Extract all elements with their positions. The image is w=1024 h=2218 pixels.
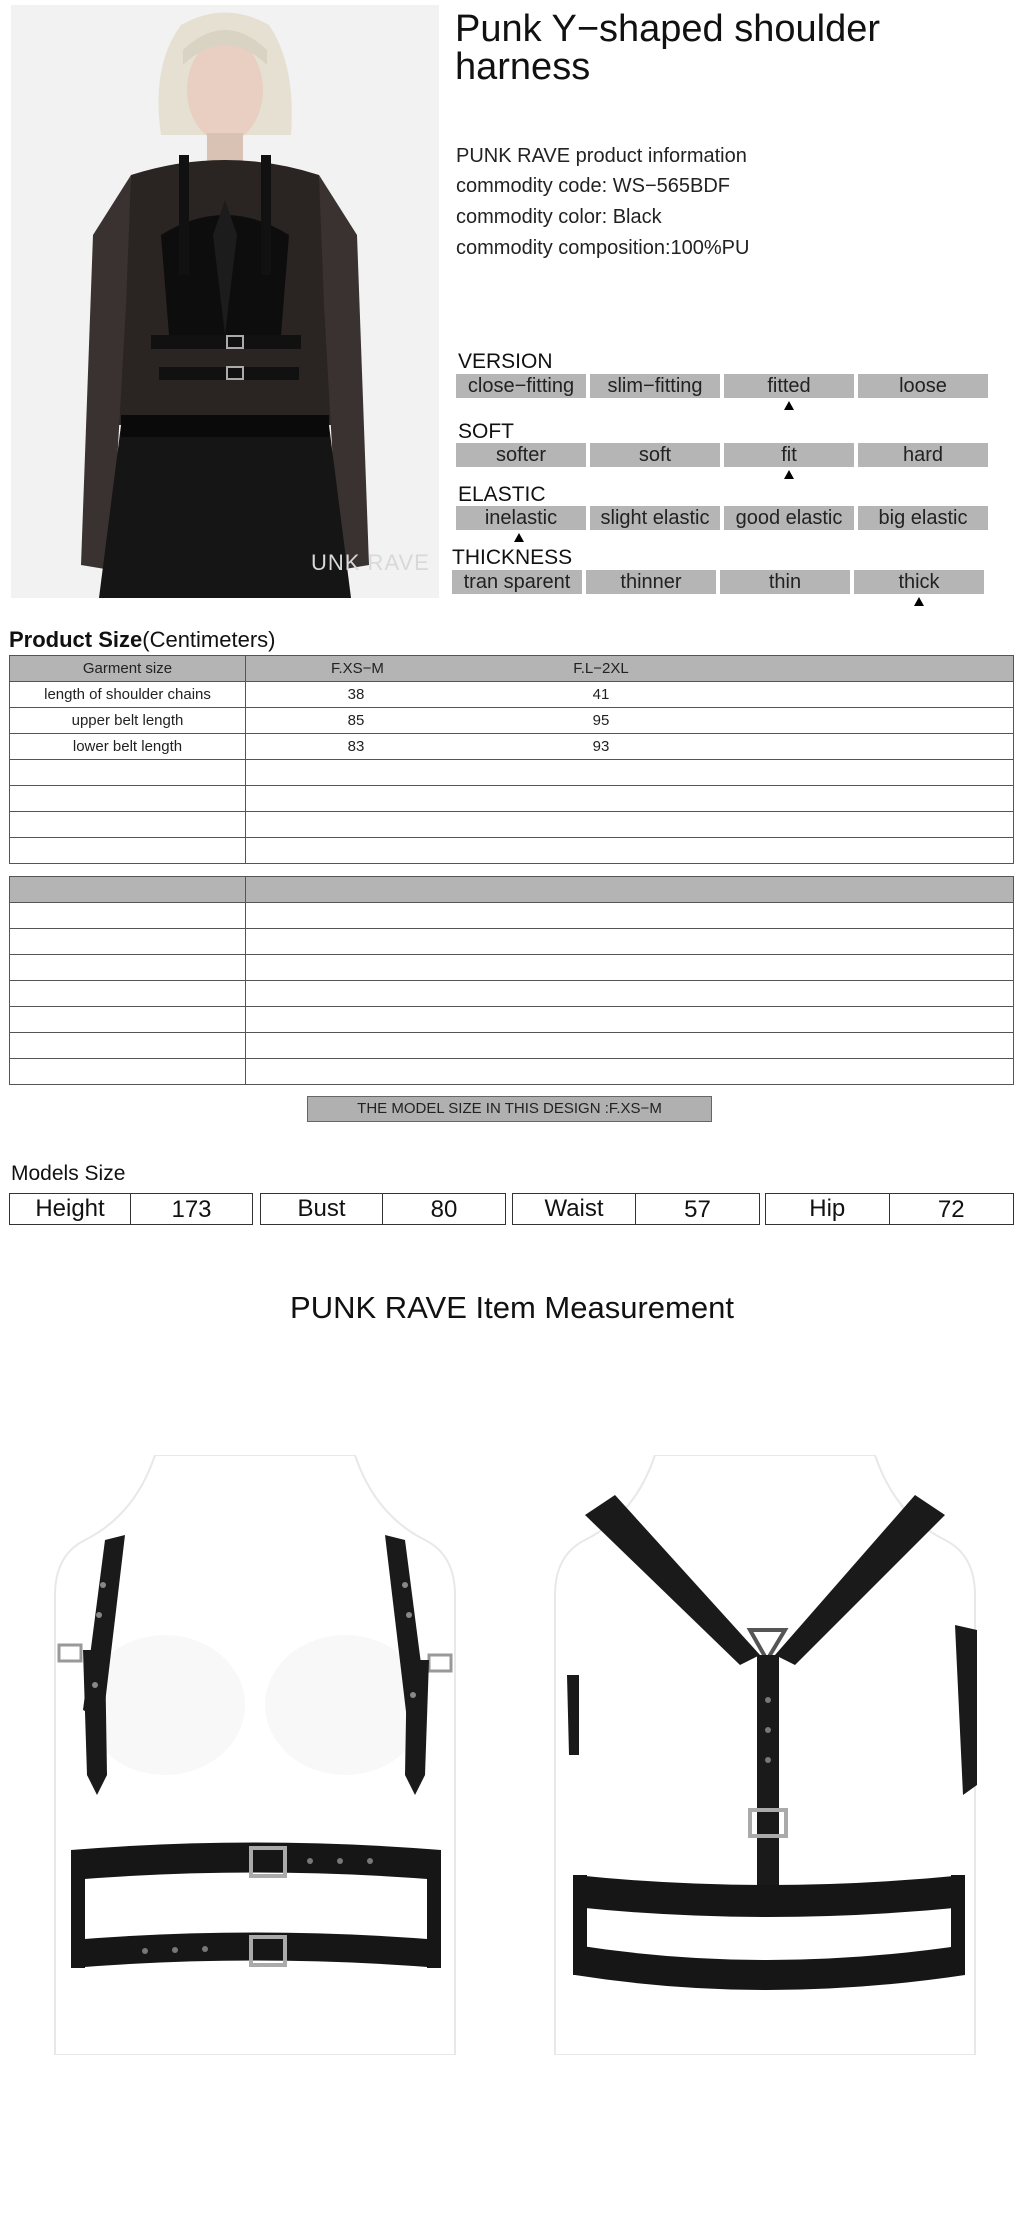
row-values (246, 708, 1014, 734)
row-values (246, 682, 1014, 708)
product-back-image (545, 1455, 985, 2055)
empty-row (10, 812, 1014, 838)
soft-option: soft (590, 443, 720, 467)
thickness-option: tran sparent (452, 570, 582, 594)
empty-row (10, 1007, 1014, 1033)
row-label: upper belt length (10, 708, 246, 734)
size-table (9, 655, 1014, 864)
value-size-2: 93 (592, 738, 610, 755)
soft-label: SOFT (458, 420, 514, 443)
secondary-size-table (9, 876, 1014, 1085)
commodity-code: commodity code: WS−565BDF (456, 175, 730, 197)
version-option: close−fitting (456, 374, 586, 398)
model-bust-label: Bust (261, 1194, 383, 1224)
thickness-option: thick (854, 570, 984, 594)
version-option: loose (858, 374, 988, 398)
header-size-1: F.XS−M (331, 660, 384, 677)
elastic-scale (456, 506, 988, 530)
header-sizes (246, 656, 1014, 682)
model-hip-label: Hip (766, 1194, 890, 1224)
hero-product-photo (11, 5, 439, 598)
product-front-image (45, 1455, 465, 2055)
table-row (10, 682, 1014, 708)
version-scale (456, 374, 988, 398)
value-size-1: 38 (347, 686, 365, 703)
commodity-color: commodity color: Black (456, 206, 662, 228)
model-hip-box (765, 1193, 1014, 1225)
row-label: lower belt length (10, 734, 246, 760)
empty-row (10, 903, 1014, 929)
row-label: length of shoulder chains (10, 682, 246, 708)
thickness-selected-marker (914, 597, 924, 606)
harness-back-illustration (545, 1455, 985, 2055)
value-size-2: 41 (592, 686, 610, 703)
empty-row (10, 838, 1014, 864)
elastic-option: inelastic (456, 506, 586, 530)
model-waist-label: Waist (513, 1194, 636, 1224)
version-option: slim−fitting (590, 374, 720, 398)
empty-row (10, 955, 1014, 981)
model-hip-value: 72 (937, 1196, 965, 1223)
models-size-title: Models Size (11, 1162, 126, 1185)
hero-watermark: UNK RAVE (311, 550, 430, 575)
brand-info-line: PUNK RAVE product information (456, 145, 747, 167)
soft-option: fit (724, 443, 854, 467)
thickness-option: thinner (586, 570, 716, 594)
elastic-option: big elastic (858, 506, 988, 530)
thickness-scale (452, 570, 984, 594)
product-title: Punk Y−shaped shoulder harness (455, 8, 881, 88)
soft-option: hard (858, 443, 988, 467)
thickness-option: thin (720, 570, 850, 594)
model-size-note: THE MODEL SIZE IN THIS DESIGN :F.XS−M (307, 1096, 712, 1122)
size-table-unit: (Centimeters) (142, 627, 276, 652)
model-bust-box (260, 1193, 506, 1225)
value-size-1: 85 (347, 712, 365, 729)
empty-row (10, 929, 1014, 955)
empty-row (10, 1059, 1014, 1085)
size-table-title (9, 627, 276, 653)
version-option: fitted (724, 374, 854, 398)
model-height-value: 173 (171, 1196, 212, 1223)
elastic-option: good elastic (724, 506, 854, 530)
header-size-2: F.L−2XL (573, 660, 629, 677)
thickness-label: THICKNESS (452, 546, 573, 569)
row-values (246, 734, 1014, 760)
measurement-title: PUNK RAVE Item Measurement (290, 1290, 734, 1325)
version-label: VERSION (458, 350, 553, 373)
table-row (10, 734, 1014, 760)
model-bust-value: 80 (430, 1196, 458, 1223)
model-waist-value: 57 (684, 1196, 711, 1223)
empty-row (10, 760, 1014, 786)
value-size-2: 95 (592, 712, 610, 729)
harness-front-illustration (45, 1455, 465, 2055)
model-waist-box (512, 1193, 760, 1225)
elastic-selected-marker (514, 533, 524, 542)
soft-selected-marker (784, 470, 794, 479)
model-height-label: Height (10, 1194, 131, 1224)
empty-row (10, 981, 1014, 1007)
size-table-heading: Product Size (9, 627, 143, 652)
empty-row (10, 786, 1014, 812)
soft-option: softer (456, 443, 586, 467)
table-row (10, 708, 1014, 734)
version-selected-marker (784, 401, 794, 410)
secondary-table-header (10, 877, 1014, 903)
empty-row (10, 1033, 1014, 1059)
header-garment-size: Garment size (10, 656, 246, 682)
model-height-box (9, 1193, 253, 1225)
value-size-1: 83 (347, 738, 365, 755)
model-illustration (11, 5, 439, 598)
elastic-label: ELASTIC (458, 483, 546, 506)
soft-scale (456, 443, 988, 467)
elastic-option: slight elastic (590, 506, 720, 530)
commodity-composition: commodity composition:100%PU (456, 237, 750, 259)
size-table-header (10, 656, 1014, 682)
